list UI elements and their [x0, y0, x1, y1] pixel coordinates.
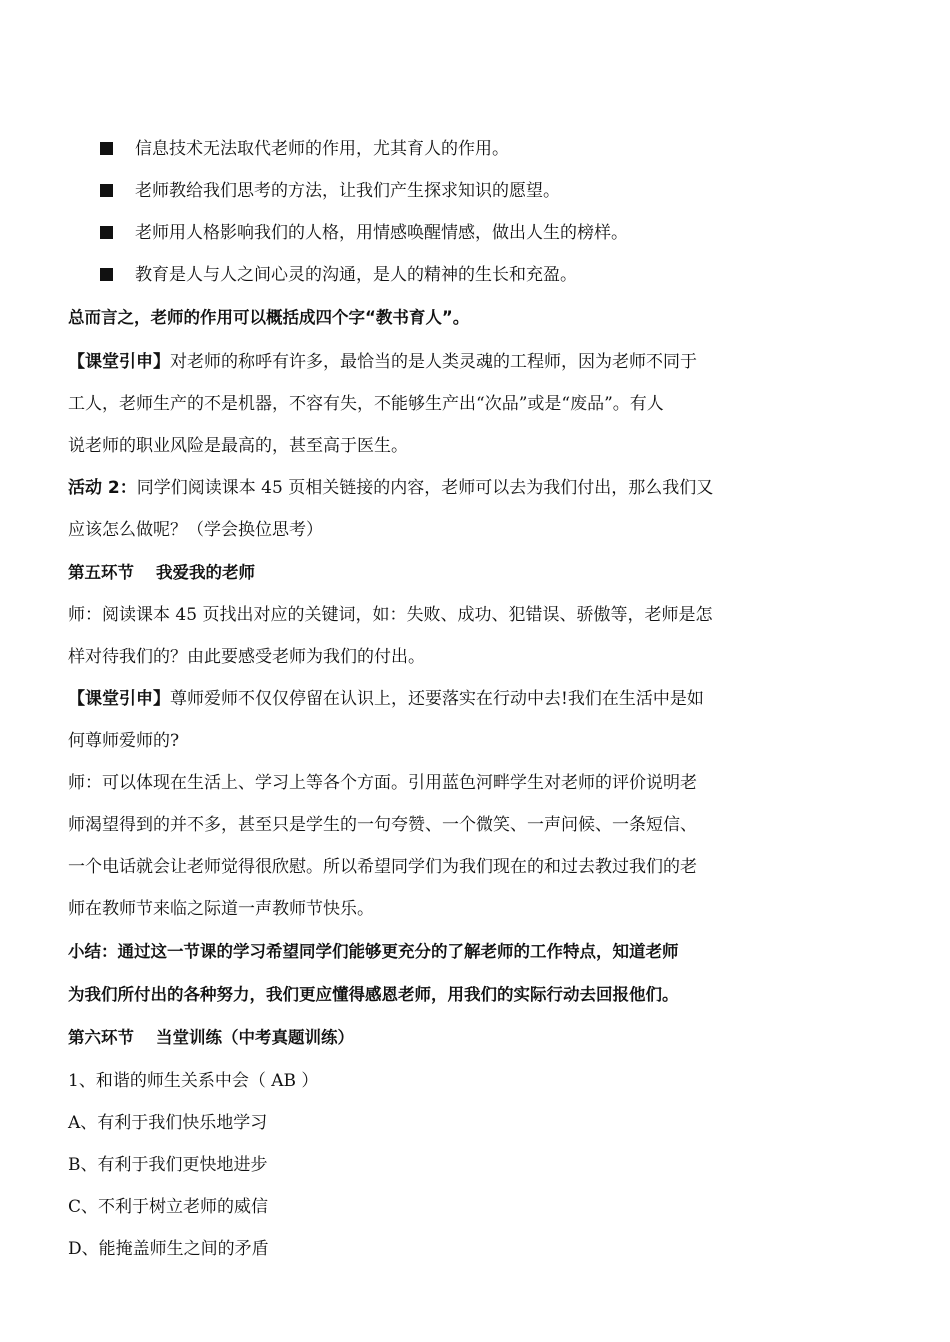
section-title: 我爱我的老师: [156, 563, 255, 582]
square-bullet-icon: [100, 142, 113, 155]
section-number: 第六环节: [68, 1028, 134, 1047]
summary-statement: 总而言之，老师的作用可以概括成四个字“教书育人”。: [68, 308, 470, 327]
answer-option: D、能掩盖师生之间的矛盾: [68, 1239, 269, 1259]
extension-tag: 【课堂引申】: [68, 689, 170, 709]
square-bullet-icon: [100, 226, 113, 239]
answer-option: B、有利于我们更快地进步: [68, 1155, 268, 1175]
answer-option: C、不利于树立老师的威信: [68, 1197, 269, 1217]
section-number: 第五环节: [68, 563, 134, 582]
square-bullet-icon: [100, 184, 113, 197]
extension-tag: 【课堂引申】: [68, 352, 170, 372]
section-heading: [68, 563, 798, 583]
bullet-text: 教育是人与人之间心灵的沟通，是人的精神的生长和充盈。: [135, 265, 577, 285]
bullet-text: 信息技术无法取代老师的作用，尤其育人的作用。: [135, 139, 509, 159]
paragraph-line: 师在教师节来临之际道一声教师节快乐。: [68, 899, 374, 919]
paragraph-line: 何尊师爱师的?: [68, 731, 180, 751]
section-heading: [68, 1028, 798, 1048]
paragraph-line: 说老师的职业风险是最高的，甚至高于医生。: [68, 436, 408, 456]
paragraph-line: 对老师的称呼有许多，最恰当的是人类灵魂的工程师，因为老师不同于: [170, 352, 697, 372]
activity-tag: 活动 2：: [68, 478, 137, 498]
classroom-extension-paragraph: [68, 689, 798, 709]
answer-option: A、有利于我们快乐地学习: [68, 1113, 268, 1133]
paragraph-line: 师：可以体现在生活上、学习上等各个方面。引用蓝色河畔学生对老师的评价说明老: [68, 773, 697, 793]
paragraph-line: 一个电话就会让老师觉得很欣慰。所以希望同学们为我们现在的和过去教过我们的老: [68, 857, 697, 877]
paragraph-line: 样对待我们的？由此要感受老师为我们的付出。: [68, 647, 425, 667]
paragraph-line: 同学们阅读课本 45 页相关链接的内容，老师可以去为我们付出，那么我们又: [136, 478, 714, 498]
paragraph-line: 应该怎么做呢？（学会换位思考）: [68, 520, 323, 540]
question-stem: 1、和谐的师生关系中会（ AB ）: [68, 1071, 319, 1091]
square-bullet-icon: [100, 268, 113, 281]
lesson-summary-line: 小结：通过这一节课的学习希望同学们能够更充分的了解老师的工作特点，知道老师: [68, 942, 679, 961]
paragraph-line: 尊师爱师不仅仅停留在认识上，还要落实在行动中去!我们在生活中是如: [170, 689, 704, 709]
activity-paragraph: [68, 478, 798, 498]
lesson-summary-line: 为我们所付出的各种努力，我们更应懂得感恩老师，用我们的实际行动去回报他们。: [68, 985, 679, 1004]
classroom-extension-paragraph: [68, 352, 798, 372]
bullet-text: 老师用人格影响我们的人格，用情感唤醒情感，做出人生的榜样。: [135, 223, 628, 243]
paragraph-line: 工人，老师生产的不是机器，不容有失，不能够生产出“次品”或是“废品”。有人: [68, 394, 664, 414]
bullet-text: 老师教给我们思考的方法，让我们产生探求知识的愿望。: [135, 181, 560, 201]
section-title: 当堂训练（中考真题训练）: [156, 1028, 354, 1047]
paragraph-line: 师渴望得到的并不多，甚至只是学生的一句夸赞、一个微笑、一声问候、一条短信、: [68, 815, 697, 835]
paragraph-line: 师：阅读课本 45 页找出对应的关键词，如：失败、成功、犯错误、骄傲等，老师是怎: [68, 605, 713, 625]
